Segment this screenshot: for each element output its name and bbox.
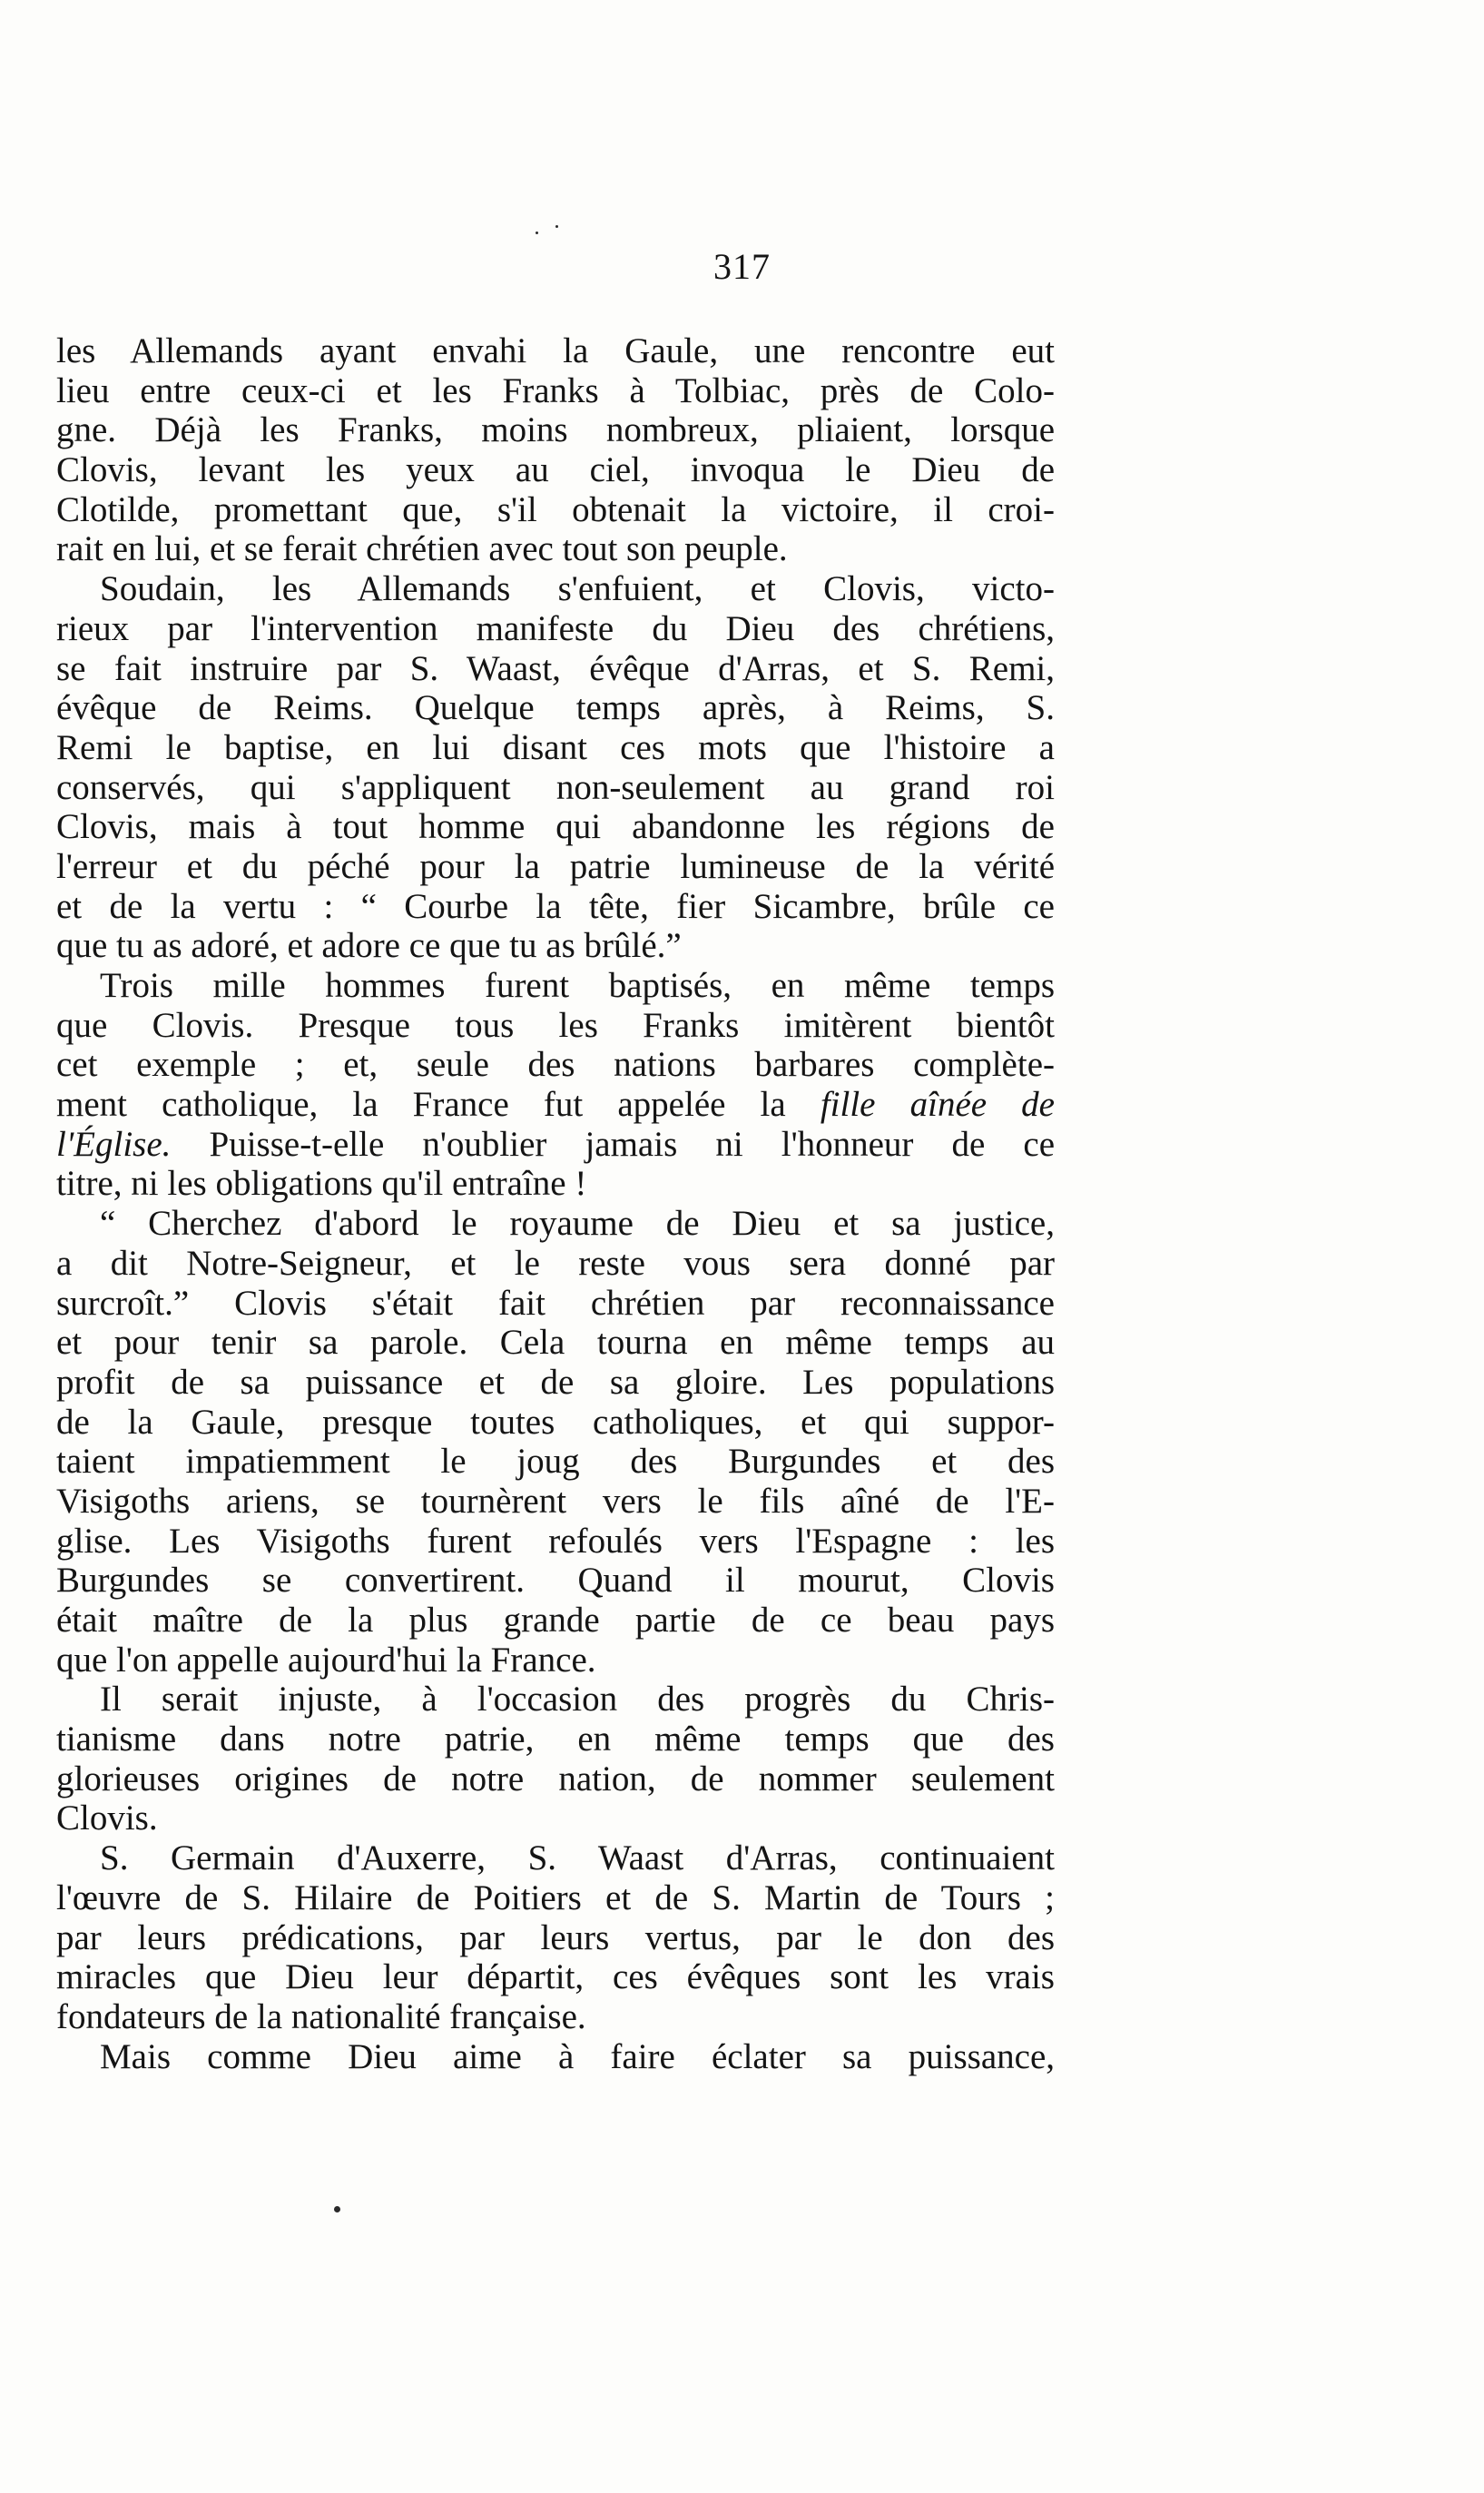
text-line: était maître de la plus grande partie de ce beau pays: [56, 1601, 1055, 1640]
scan-speck: [536, 232, 538, 234]
text-line: miracles que Dieu leur départit, ces évêques sont les vrais: [56, 1957, 1055, 1997]
italic-phrase: l'Église.: [56, 1124, 172, 1164]
italic-phrase: fille aînée de: [820, 1085, 1055, 1125]
text-line: surcroît.” Clovis s'était fait chrétien par reconnaissance: [56, 1283, 1055, 1323]
text-line: S. Germain d'Auxerre, S. Waast d'Arras, continuaient: [100, 1838, 1055, 1878]
text-line: Clovis, levant les yeux au ciel, invoqua le Dieu de: [56, 450, 1055, 490]
text-line: glorieuses origines de notre nation, de nommer seulement: [56, 1759, 1055, 1798]
text-line: gne. Déjà les Franks, moins nombreux, pliaient, lorsque: [56, 410, 1055, 450]
text-line: taient impatiemment le joug des Burgundes et des: [56, 1442, 1055, 1482]
text-line: Soudain, les Allemands s'enfuient, et Clovis, victo-: [100, 569, 1055, 609]
text-line: que l'on appelle aujourd'hui la France.: [56, 1640, 596, 1680]
scan-speck: [334, 2206, 340, 2212]
text-line: Burgundes se convertirent. Quand il mourut, Clovis: [56, 1561, 1055, 1601]
text-line: fondateurs de la nationalité française.: [56, 1996, 586, 2036]
text-line: l'erreur et du péché pour la patrie lumineuse de la vérité: [56, 846, 1055, 886]
text-line: cet exemple ; et, seule des nations barbares complète-: [56, 1045, 1055, 1085]
text-line: glise. Les Visigoths furent refoulés vers l'Espagne : les: [56, 1521, 1055, 1561]
text-line: “ Cherchez d'abord le royaume de Dieu et sa justice,: [100, 1204, 1055, 1244]
text-line: et de la vertu : “ Courbe la tête, fier Sicambre, brûle ce: [56, 886, 1055, 926]
text-line: tianisme dans notre patrie, en même temps que des: [56, 1719, 1055, 1759]
text-line: lieu entre ceux-ci et les Franks à Tolbiac, près de Colo-: [56, 370, 1055, 410]
page-number: 317: [713, 246, 771, 287]
text-line: par leurs prédications, par leurs vertus, par le don des: [56, 1917, 1055, 1957]
text-line: évêque de Reims. Quelque temps après, à Reims, S.: [56, 688, 1055, 728]
text-line: que tu as adoré, et adore ce que tu as brûlé.”: [56, 926, 682, 966]
text-line: Mais comme Dieu aime à faire éclater sa puissance,: [100, 2036, 1055, 2076]
text-line: ment catholique, la France fut appelée la fille aînée de: [56, 1085, 1055, 1125]
text-line: profit de sa puissance et de sa gloire. Les populations: [56, 1362, 1055, 1402]
text-line: Clotilde, promettant que, s'il obtenait la victoire, il croi-: [56, 489, 1055, 529]
text-line: Visigoths ariens, se tournèrent vers le fils aîné de l'E-: [56, 1481, 1055, 1521]
text-line: Trois mille hommes furent baptisés, en même temps: [100, 966, 1055, 1005]
scan-speck: [555, 225, 558, 228]
text-line: titre, ni les obligations qu'il entraîne !: [56, 1164, 587, 1204]
text-line: et pour tenir sa parole. Cela tourna en même temps au: [56, 1323, 1055, 1363]
text-line: Clovis, mais à tout homme qui abandonne les régions de: [56, 807, 1055, 847]
text-line: conservés, qui s'appliquent non-seulement au grand roi: [56, 767, 1055, 807]
text-line: Il serait injuste, à l'occasion des progrès du Chris-: [100, 1680, 1055, 1719]
text-line: les Allemands ayant envahi la Gaule, une rencontre eut: [56, 331, 1055, 370]
text-line: rait en lui, et se ferait chrétien avec tout son peuple.: [56, 529, 788, 569]
body-text: [56, 331, 1055, 2076]
text-line: l'Église. Puisse-t-elle n'oublier jamais ni l'honneur de ce: [56, 1124, 1055, 1164]
text-line: que Clovis. Presque tous les Franks imitèrent bientôt: [56, 1005, 1055, 1045]
text-line: l'œuvre de S. Hilaire de Poitiers et de S. Martin de Tours ;: [56, 1877, 1055, 1917]
text-line: Clovis.: [56, 1798, 158, 1838]
text-line: Remi le baptise, en lui disant ces mots que l'histoire a: [56, 727, 1055, 767]
text-line: a dit Notre-Seigneur, et le reste vous sera donné par: [56, 1243, 1055, 1283]
text-line: se fait instruire par S. Waast, évêque d'Arras, et S. Remi,: [56, 648, 1055, 688]
text-line: de la Gaule, presque toutes catholiques, et qui suppor-: [56, 1402, 1055, 1442]
text-line: rieux par l'intervention manifeste du Dieu des chrétiens,: [56, 608, 1055, 648]
